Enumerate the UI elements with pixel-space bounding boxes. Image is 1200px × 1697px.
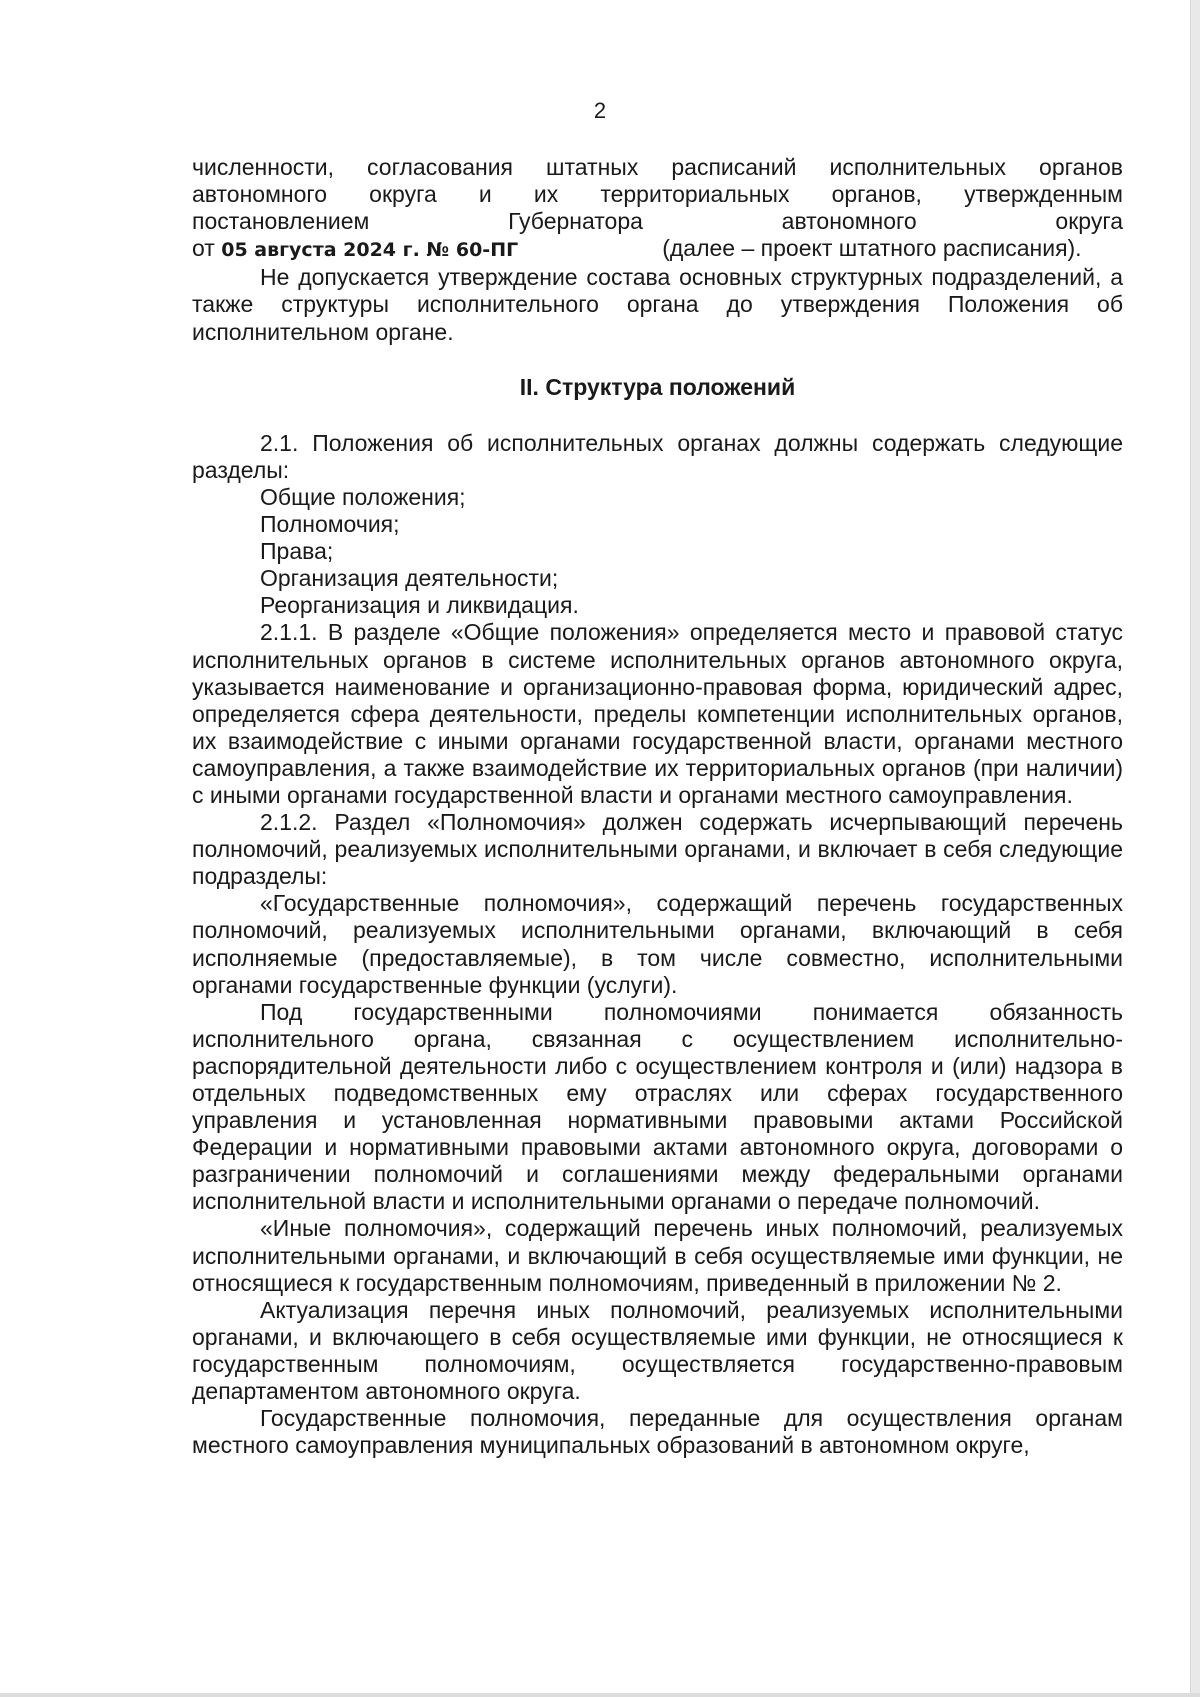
from-label: от — [192, 235, 222, 262]
paragraph: 2.1.2. Раздел «Полномочия» должен содержать исчерпывающий перечень полномочий, реализуемых исполнительными органами, и включает в себя следующие подразделы: — [192, 809, 1123, 890]
paragraph-tail: (далее – проект штатного расписания). — [662, 235, 1082, 262]
paragraph: «Государственные полномочия», содержащий перечень государственных полномочий, реализуемых исполнительными органами, включающий в себя исполняемые (предоставляемые), в том числе совместно, исполнительными органами государственные функции (услуги). — [192, 890, 1123, 998]
paragraph: «Иные полномочия», содержащий перечень иных полномочий, реализуемых исполнительными органами, и включающий в себя осуществляемые ими функции, не относящиеся к государственным полномочиям, приведенный в приложении № 2. — [192, 1215, 1123, 1296]
date-line — [192, 235, 1123, 264]
paragraph: Государственные полномочия, переданные для осуществления органам местного самоуправления муниципальных образований в автономном округе, — [192, 1405, 1123, 1459]
paragraph: Не допускается утверждение состава основных структурных подразделений, а также структуры исполнительного органа до утверждения Положения об исполнительном органе. — [192, 264, 1123, 345]
paragraph: Актуализация перечня иных полномочий, реализуемых исполнительными органами, и включающего в себя осуществляемые ими функции, не относящиеся к государственным полномочиям, осуществляется государственно-правовым департаментом автономного округа. — [192, 1296, 1123, 1405]
list-item: Права; — [260, 538, 334, 565]
list-item: Реорганизация и ликвидация. — [260, 592, 579, 619]
list-item: Общие положения; — [260, 483, 466, 510]
list-item: Организация деятельности; — [260, 565, 559, 592]
page-number: 2 — [593, 98, 607, 123]
scan-edge-bottom — [0, 1693, 1200, 1697]
paragraph: 2.1. Положения об исполнительных органах должны содержать следующие разделы: — [192, 429, 1123, 483]
paragraph-line: автономного округа и их территориальных органов, утвержденным — [192, 181, 1123, 208]
section-heading: II. Структура положений — [519, 373, 796, 400]
decree-date: 05 августа 2024 г. № 60-ПГ — [221, 239, 519, 262]
scan-edge-right — [1190, 0, 1200, 1697]
paragraph: Под государственными полномочиями понимается обязанность исполнительного органа, связанная с осуществлением исполнительно-распорядительной деятельности либо с осуществлением контроля и (или) надзора в отдельных подведомственных ему отраслях или сферах государственного управления и установленная нормативными правовыми актами Российской Федерации и нормативными правовыми актами автономного округа, договорами о разграничении полномочий и соглашениями между федеральными органами исполнительной власти и исполнительными органами о передаче полномочий. — [192, 998, 1123, 1215]
paragraph-line: численности, согласования штатных расписаний исполнительных органов — [192, 154, 1123, 180]
list-item: Полномочия; — [260, 511, 400, 538]
paragraph-line: постановлением Губернатора автономного округа — [192, 208, 1123, 235]
paragraph: 2.1.1. В разделе «Общие положения» определяется место и правовой статус исполнительных органов в системе исполнительных органов автономного округа, указывается наименование и организационно-правовая форма, юридический адрес, определяется сфера деятельности, пределы компетенции исполнительных органов, их взаимодействие с иными органами государственной власти, органами местного самоуправления, а также взаимодействие их территориальных органов (при наличии) с иными органами государственной власти и органами местного самоуправления. — [192, 619, 1123, 808]
document-body — [192, 154, 1123, 1459]
